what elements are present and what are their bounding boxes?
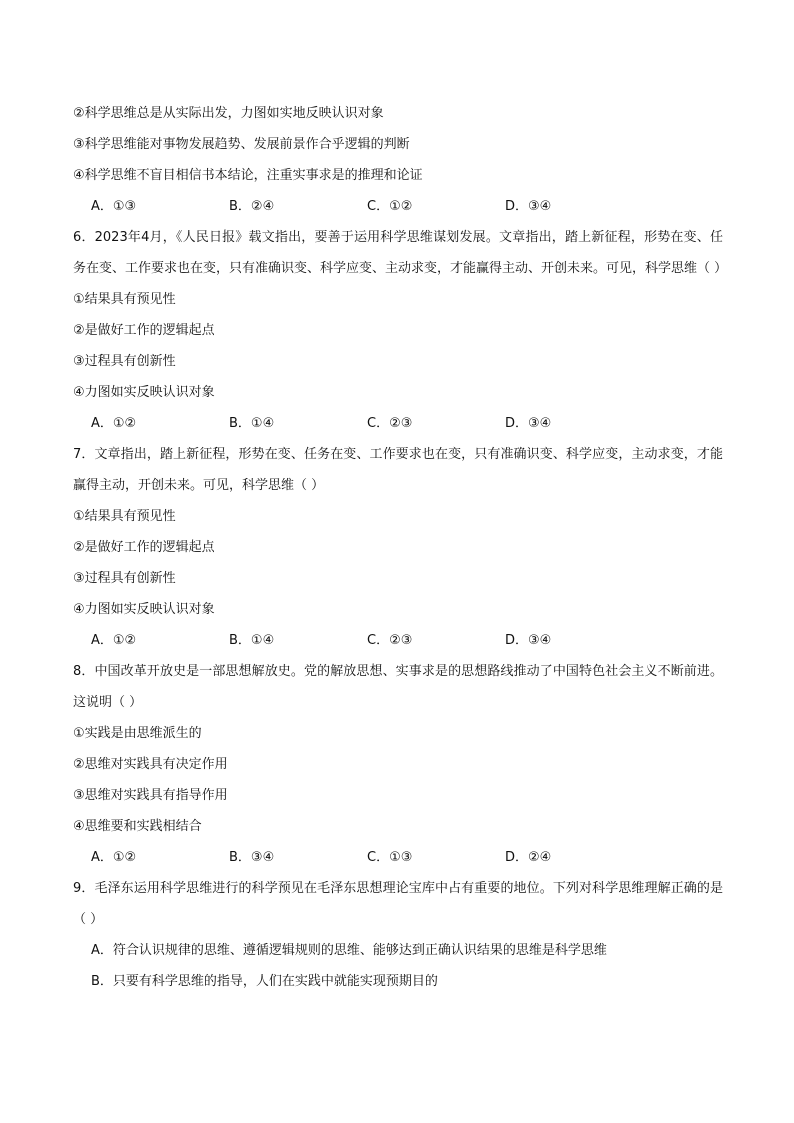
q6-option-c[interactable]: C．②③ — [367, 416, 413, 431]
q7-item-1: ①结果具有预见性 — [73, 509, 176, 524]
q7-item-3: ③过程具有创新性 — [73, 571, 176, 586]
q8-item-4: ④思维要和实践相结合 — [73, 819, 202, 834]
q7-option-c[interactable]: C．②③ — [367, 633, 413, 648]
question-7 — [73, 439, 723, 656]
q5-item-4: ④科学思维不盲目相信书本结论，注重实事求是的推理和论证 — [73, 168, 423, 183]
q8-option-b[interactable]: B．③④ — [229, 850, 275, 865]
q8-options — [73, 842, 723, 873]
q6-item-4: ④力图如实反映认识对象 — [73, 385, 215, 400]
q5-options — [73, 191, 723, 222]
q7-item-2: ②是做好工作的逻辑起点 — [73, 540, 215, 555]
q6-option-b[interactable]: B．①④ — [229, 416, 275, 431]
q6-options — [73, 408, 723, 439]
q7-option-a[interactable]: A．①② — [91, 633, 137, 648]
q5-option-d[interactable]: D．③④ — [505, 199, 552, 214]
q9-stem: 9．毛泽东运用科学思维进行的科学预见在毛泽东思想理论宝库中占有重要的地位。下列对科学思维理解正确的是（ ） — [73, 881, 723, 927]
q5-option-a[interactable]: A．①③ — [91, 199, 137, 214]
q8-item-2: ②思维对实践具有决定作用 — [73, 757, 228, 772]
q9-option-a[interactable]: A．符合认识规律的思维、遵循逻辑规则的思维、能够达到正确认识结果的思维是科学思维 — [91, 943, 607, 958]
q9-option-b[interactable]: B．只要有科学思维的指导，人们在实践中就能实现预期目的 — [91, 974, 438, 989]
question-8 — [73, 656, 723, 873]
q6-option-d[interactable]: D．③④ — [505, 416, 552, 431]
q6-item-2: ②是做好工作的逻辑起点 — [73, 323, 215, 338]
q8-item-1: ①实践是由思维派生的 — [73, 726, 202, 741]
q5-item-2: ②科学思维总是从实际出发，力图如实地反映认识对象 — [73, 106, 384, 121]
question-5 — [73, 98, 723, 222]
q7-item-4: ④力图如实反映认识对象 — [73, 602, 215, 617]
q8-item-3: ③思维对实践具有指导作用 — [73, 788, 228, 803]
q6-item-3: ③过程具有创新性 — [73, 354, 176, 369]
question-9 — [73, 873, 723, 997]
q6-stem: 6．2023年4月，《人民日报》载文指出，要善于运用科学思维谋划发展。文章指出，踏上新征程，形势在变、任务在变、工作要求也在变，只有准确识变、科学应变、主动求变，才能赢得主动、开创未来。可见，科学思维（ ） — [73, 230, 728, 276]
q8-stem: 8．中国改革开放史是一部思想解放史。党的解放思想、实事求是的思想路线推动了中国特色社会主义不断前进。这说明（ ） — [73, 664, 723, 710]
q7-stem: 7．文章指出，踏上新征程，形势在变、任务在变、工作要求也在变，只有准确识变、科学应变，主动求变，才能赢得主动，开创未来。可见，科学思维（ ） — [73, 447, 723, 493]
question-content — [73, 98, 728, 997]
q8-option-a[interactable]: A．①② — [91, 850, 137, 865]
q5-option-c[interactable]: C．①② — [367, 199, 413, 214]
q5-option-b[interactable]: B．②④ — [229, 199, 275, 214]
q7-option-b[interactable]: B．①④ — [229, 633, 275, 648]
q8-option-d[interactable]: D．②④ — [505, 850, 552, 865]
q7-options — [73, 625, 723, 656]
q8-option-c[interactable]: C．①③ — [367, 850, 413, 865]
q7-option-d[interactable]: D．③④ — [505, 633, 552, 648]
q6-item-1: ①结果具有预见性 — [73, 292, 176, 307]
question-6 — [73, 222, 728, 439]
q6-option-a[interactable]: A．①② — [91, 416, 137, 431]
q5-item-3: ③科学思维能对事物发展趋势、发展前景作合乎逻辑的判断 — [73, 137, 410, 152]
